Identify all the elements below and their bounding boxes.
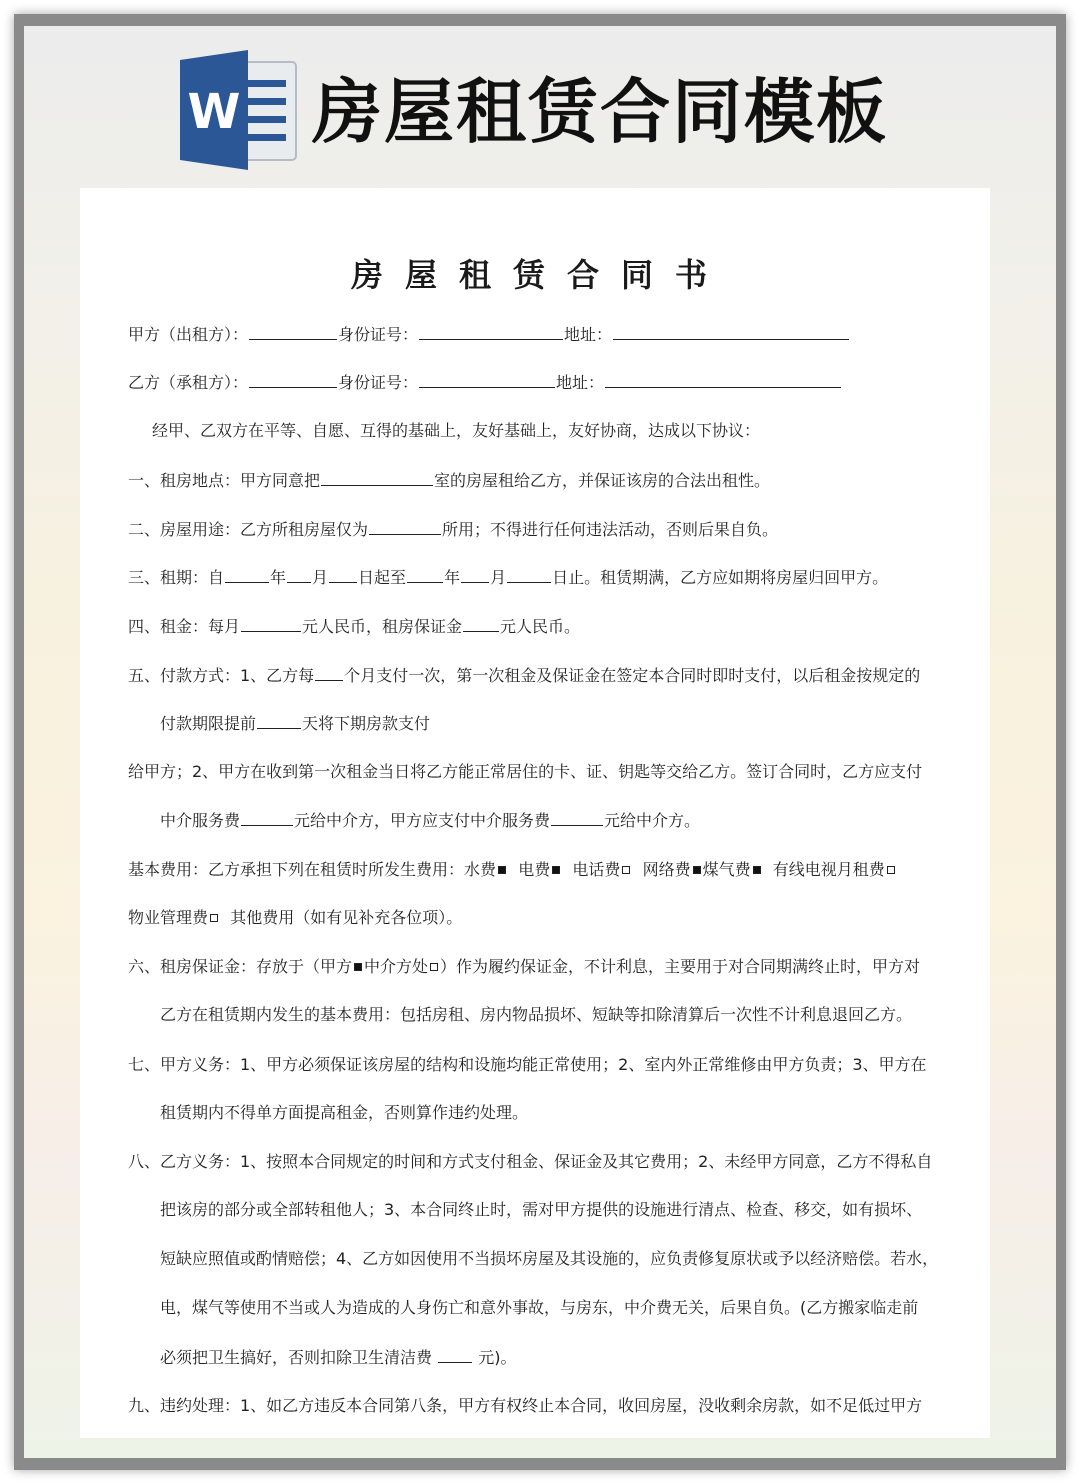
clause-1-text-b: 室的房屋租给乙方，并保证该房的合法出租性。	[434, 471, 771, 490]
party-a-name-blank[interactable]	[249, 322, 337, 340]
clause-5-fee-label: 中介服务费	[160, 811, 241, 830]
party-b-addr-blank[interactable]	[605, 370, 841, 388]
gas-fee-checkbox[interactable]	[753, 866, 761, 874]
clause-3-month1-label: 月	[312, 568, 329, 587]
document-title: 房屋租赁合同书	[350, 256, 729, 294]
clause-8-text-f: 元)。	[478, 1348, 517, 1367]
gas-fee-label: 煤气费	[702, 860, 751, 879]
basic-fees-intro: 基本费用：乙方承担下列在租赁时所发生费用：	[128, 860, 465, 879]
clause-3-year1-blank[interactable]	[225, 565, 269, 583]
water-fee-label: 水费	[464, 860, 497, 879]
clause-8-line-5	[160, 1345, 516, 1370]
clause-3-text-a: 三、租期：自	[128, 568, 225, 587]
clause-8-line-2: 把该房的部分或全部转租他人；3、本合同终止时，需对甲方提供的设施进行清点、检查、移交，如有损坏、	[160, 1200, 923, 1219]
net-fee-label: 网络费	[642, 860, 691, 879]
intro-paragraph: 经甲、乙双方在平等、自愿、互得的基础上，友好基础上，友好协商，达成以下协议：	[152, 421, 761, 440]
clause-9-line-1: 九、违约处理：1、如乙方违反本合同第八条，甲方有权终止本合同，收回房屋，没收剩余房款，如不足低过甲方	[128, 1396, 923, 1415]
clause-3-month2-blank[interactable]	[461, 565, 489, 583]
clause-8-line-4: 电，煤气等使用不当或人为造成的人身伤亡和意外事故，与房东，中介费无关，后果自负。(乙方搬家临走前	[160, 1298, 919, 1317]
clause-4-deposit-blank[interactable]	[463, 614, 499, 632]
net-fee-checkbox[interactable]	[693, 866, 701, 874]
clause-1-text-a: 一、租房地点：甲方同意把	[128, 471, 321, 490]
clause-2-text-a: 二、房屋用途：乙方所租房屋仅为	[128, 520, 369, 539]
party-b-line	[128, 370, 842, 395]
clause-6-line-2: 乙方在租赁期内发生的基本费用：包括房租、房内物品损坏、短缺等扣除清算后一次性不计利息退回乙方。	[160, 1005, 913, 1024]
deposit-agent-checkbox[interactable]	[430, 963, 438, 971]
clause-5-months-blank[interactable]	[315, 663, 343, 681]
party-b-name-blank[interactable]	[249, 370, 337, 388]
party-b-label: 乙方（承租方）：	[128, 373, 249, 392]
clause-2	[128, 517, 778, 542]
other-fee-label: 其他费用（如有见补充各位项）。	[230, 908, 463, 927]
clause-5-text-b: 个月支付一次，第一次租金及保证金在签定本合同时即时支付，以后租金按规定的	[344, 666, 921, 685]
clause-6-text-c: ）作为履约保证金，不计利息，主要用于对合同期满终止时，甲方对	[440, 957, 921, 976]
clause-5-line-4	[160, 808, 700, 833]
clause-3-year2-blank[interactable]	[407, 565, 443, 583]
clause-8-text-e: 必须把卫生搞好，否则扣除卫生清洁费	[160, 1348, 433, 1367]
water-fee-checkbox[interactable]	[498, 866, 506, 874]
clause-3-month2-label: 月	[490, 568, 507, 587]
clause-2-text-b: 所用；不得进行任何违法活动，否则后果自负。	[442, 520, 779, 539]
clause-7-line-2: 租赁期内不得单方面提高租金，否则算作违约处理。	[160, 1103, 529, 1122]
banner	[176, 48, 936, 178]
clause-3-from-label: 日起至	[358, 568, 407, 587]
clause-2-use-blank[interactable]	[369, 517, 441, 535]
clause-1	[128, 468, 770, 493]
clause-7-line-1: 七、甲方义务：1、甲方必须保证该房屋的结构和设施均能正常使用；2、室内外正常维修由甲方负责；3、甲方在	[128, 1055, 927, 1074]
party-a-id-label: 身份证号：	[338, 325, 419, 344]
clause-5-b-fee-blank[interactable]	[241, 808, 293, 826]
party-a-label: 甲方（出租方）：	[128, 325, 249, 344]
party-a-id-blank[interactable]	[419, 322, 563, 340]
clause-1-room-blank[interactable]	[321, 468, 433, 486]
clause-5-line-1	[128, 663, 920, 688]
clause-4-text-b: 元人民币，租房保证金	[302, 617, 463, 636]
word-icon	[176, 48, 300, 172]
phone-fee-checkbox[interactable]	[622, 866, 630, 874]
phone-fee-label: 电话费	[572, 860, 621, 879]
clause-3-day1-blank[interactable]	[329, 565, 357, 583]
clause-3-month1-blank[interactable]	[287, 565, 311, 583]
clause-5-line-2	[160, 711, 430, 736]
tv-fee-label: 有线电视月租费	[772, 860, 885, 879]
property-fee-checkbox[interactable]	[210, 914, 218, 922]
word-icon-letter: W	[187, 84, 241, 140]
clause-5-text-c: 付款期限提前	[160, 714, 257, 733]
power-fee-label: 电费	[518, 860, 551, 879]
clause-3-day2-blank[interactable]	[507, 565, 551, 583]
clause-8-line-3: 短缺应照值或酌情赔偿；4、乙方如因使用不当损坏房屋及其设施的，应负责修复原状或予以经济赔偿。若水，	[160, 1249, 939, 1268]
clause-5-line-3: 给甲方；2、甲方在收到第一次租金当日将乙方能正常居住的卡、证、钥匙等交给乙方。签订合同时，乙方应支付	[128, 762, 923, 781]
clause-3-year2-label: 年	[444, 568, 461, 587]
clause-6-text-a: 六、租房保证金：存放于（甲方	[128, 957, 353, 976]
deposit-party-a-checkbox[interactable]	[354, 963, 362, 971]
clause-5-days-blank[interactable]	[257, 711, 301, 729]
property-fee-label: 物业管理费	[128, 908, 209, 927]
clause-8-clean-fee-blank[interactable]	[438, 1345, 472, 1363]
clause-3-text-end: 日止。租赁期满，乙方应如期将房屋归回甲方。	[552, 568, 889, 587]
clause-5-text-a: 五、付款方式：1、乙方每	[128, 666, 315, 685]
clause-6-text-b: 中介方处	[364, 957, 429, 976]
party-b-id-label: 身份证号：	[338, 373, 419, 392]
clause-4-text-c: 元人民币。	[500, 617, 581, 636]
clause-3	[128, 565, 888, 590]
tv-fee-checkbox[interactable]	[887, 866, 895, 874]
clause-4	[128, 614, 580, 639]
clause-4-rent-blank[interactable]	[241, 614, 301, 632]
clause-3-year1-label: 年	[270, 568, 287, 587]
basic-fees-line-2	[128, 906, 462, 930]
banner-title: 房屋租赁合同模板	[312, 71, 888, 153]
party-a-line	[128, 322, 850, 347]
party-b-addr-label: 地址：	[556, 373, 605, 392]
party-a-addr-blank[interactable]	[613, 322, 849, 340]
clause-6-line-1	[128, 955, 920, 979]
power-fee-checkbox[interactable]	[552, 866, 560, 874]
clause-5-text-c2: 元给中介方，甲方应支付中介服务费	[294, 811, 551, 830]
basic-fees-line-1	[128, 858, 897, 882]
clause-8-line-1: 八、乙方义务：1、按照本合同规定的时间和方式支付租金、保证金及其它费用；2、未经甲方同意，乙方不得私自	[128, 1152, 933, 1171]
party-b-id-blank[interactable]	[419, 370, 555, 388]
clause-5-a-fee-blank[interactable]	[551, 808, 603, 826]
clause-5-text-d2: 元给中介方。	[604, 811, 701, 830]
clause-5-text-d: 天将下期房款支付	[302, 714, 431, 733]
clause-4-text-a: 四、租金：每月	[128, 617, 241, 636]
party-a-addr-label: 地址：	[564, 325, 613, 344]
